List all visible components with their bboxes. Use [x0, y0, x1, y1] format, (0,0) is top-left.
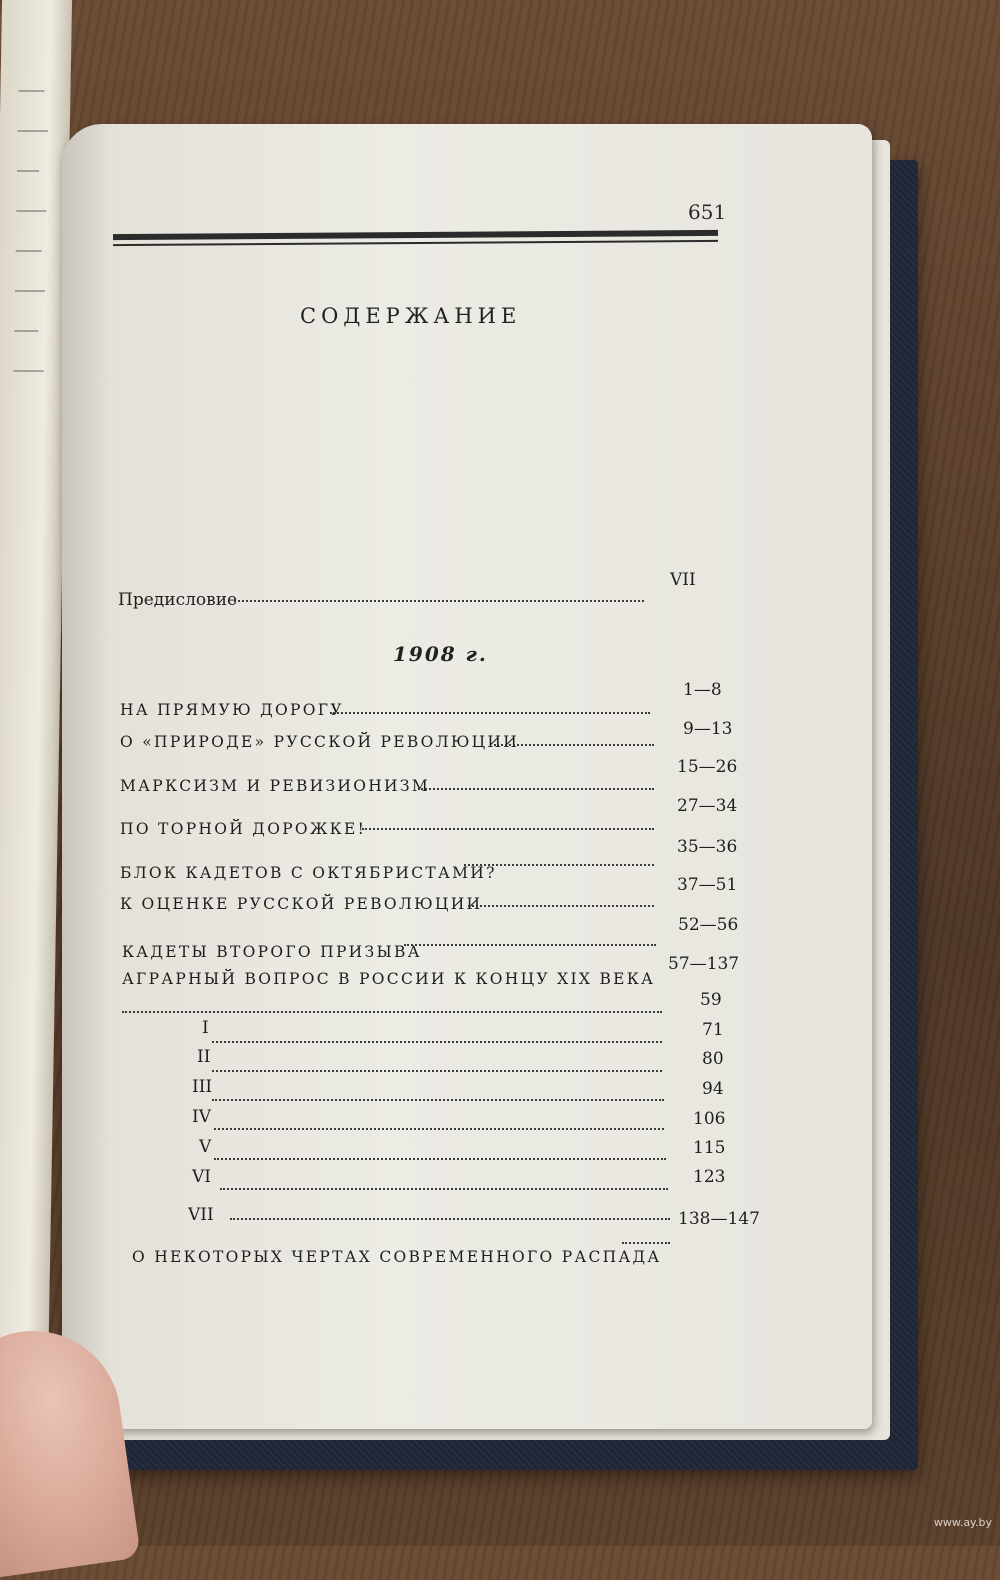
leader-dots — [494, 744, 654, 746]
toc-subentry-title: VII — [188, 1205, 214, 1225]
toc-entry-title: О НЕКОТОРЫХ ЧЕРТАХ СОВРЕМЕННОГО РАСПАДА — [132, 1248, 662, 1266]
header-rule-thin — [113, 240, 718, 246]
toc-entry-title: АГРАРНЫЙ ВОПРОС В РОССИИ К КОНЦУ XIX ВЕКА — [122, 970, 656, 988]
leader-dots — [214, 1128, 664, 1130]
toc-entry-pages: 15—26 — [677, 757, 738, 777]
toc-entry-pages: 35—36 — [677, 837, 738, 857]
toc-entry-title: БЛОК КАДЕТОВ С ОКТЯБРИСТАМИ? — [120, 864, 497, 882]
toc-subentry-title: VI — [192, 1167, 211, 1187]
toc-subentry-pages: 115 — [693, 1138, 726, 1158]
toc-entry-title: Предисловие — [118, 590, 238, 610]
leader-dots — [212, 1041, 662, 1043]
toc-entry-title: К ОЦЕНКЕ РУССКОЙ РЕВОЛЮЦИИ — [120, 895, 483, 913]
watermark: www.ay.by — [933, 1516, 992, 1529]
toc-entry-title: НА ПРЯМУЮ ДОРОГУ — [120, 701, 344, 719]
toc-entry-title: О «ПРИРОДЕ» РУССКОЙ РЕВОЛЮЦИИ — [120, 733, 520, 751]
toc-entry-pages: 138—147 — [678, 1209, 760, 1229]
toc-subentry-pages: 106 — [693, 1109, 726, 1129]
leader-dots — [362, 828, 654, 830]
toc-entry-title: КАДЕТЫ ВТОРОГО ПРИЗЫВА — [122, 943, 422, 961]
leader-dots — [418, 788, 654, 790]
toc-entry-pages: 27—34 — [677, 796, 738, 816]
toc-subentry-title: I — [202, 1018, 209, 1038]
leader-dots — [234, 600, 644, 602]
leader-dots — [468, 905, 654, 907]
toc-subentry-pages: 80 — [702, 1049, 724, 1069]
toc-entry-pages: 1—8 — [683, 680, 722, 700]
toc-entry-pages: 52—56 — [678, 915, 739, 935]
toc-entry-pages: 37—51 — [677, 875, 738, 895]
toc-subentry-title: II — [197, 1047, 211, 1067]
leader-dots — [220, 1188, 668, 1190]
leader-dots — [212, 1070, 662, 1072]
leader-dots — [330, 712, 650, 714]
toc-entry-pages: VII — [670, 570, 696, 590]
toc-subentry-title: IV — [192, 1107, 211, 1127]
toc-entry-pages: 9—13 — [683, 719, 733, 739]
year-heading: 1908 г. — [393, 642, 488, 666]
toc-subentry-pages: 59 — [700, 990, 722, 1010]
page-title: СОДЕРЖАНИЕ — [300, 304, 522, 328]
leader-dots — [464, 864, 654, 866]
toc-entry-title: МАРКСИЗМ И РЕВИЗИОНИЗМ — [120, 777, 431, 795]
leader-dots — [230, 1218, 670, 1220]
page-number: 651 — [688, 200, 727, 224]
toc-subentry-title: V — [199, 1137, 212, 1157]
toc-subentry-pages: 71 — [702, 1020, 724, 1040]
toc-subentry-pages: 123 — [693, 1167, 726, 1187]
leader-dots — [404, 944, 656, 946]
toc-subentry-title: III — [192, 1077, 213, 1097]
header-rule — [113, 230, 718, 240]
toc-entry-pages: 57—137 — [668, 954, 740, 974]
leader-dots — [622, 1242, 670, 1244]
leader-dots — [122, 1011, 662, 1013]
toc-entry-title: ПО ТОРНОЙ ДОРОЖКЕ! — [120, 820, 367, 838]
leader-dots — [214, 1158, 666, 1160]
toc-subentry-pages: 94 — [702, 1079, 724, 1099]
leader-dots — [212, 1099, 664, 1101]
